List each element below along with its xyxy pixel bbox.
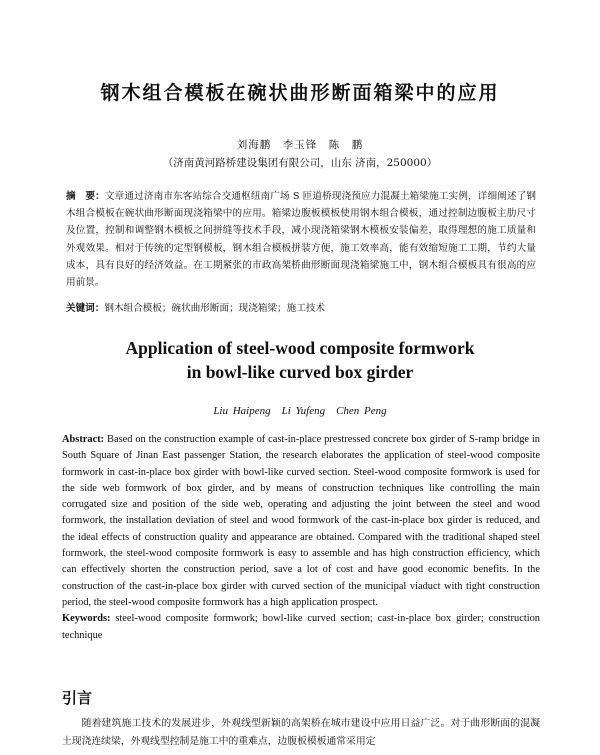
chinese-title: 钢木组合模板在碗状曲形断面箱梁中的应用 [100, 82, 500, 104]
section-heading-introduction: 引言 [62, 689, 93, 707]
chinese-affiliation: （济南黄河路桥建设集团有限公司，山东 济南，250000） [162, 157, 438, 169]
chinese-abstract [66, 188, 536, 291]
chinese-abstract-label: 摘 要： [66, 191, 105, 202]
english-abstract-paragraph [62, 432, 540, 611]
english-authors: Liu Haipeng Li Yufeng Chen Peng [213, 405, 387, 417]
chinese-keywords [66, 300, 536, 317]
english-keywords [62, 611, 540, 644]
english-title-line-1: Application of steel-wood composite formwork [125, 338, 475, 358]
chinese-keywords-text: 钢木组合模板；碗状曲形断面；现浇箱梁；施工技术 [104, 303, 326, 314]
chinese-authors: 刘海鹏 李玉锋 陈 鹏 [236, 139, 364, 151]
english-abstract-label: Abstract: [62, 434, 105, 445]
english-keywords-label: Keywords: [62, 613, 111, 625]
english-abstract [62, 432, 540, 644]
english-title-line-2: in bowl-like curved box girder [186, 362, 414, 382]
english-keywords-text: steel-wood composite formwork; bowl-like curved section; cast-in-place box girder; construction technique [62, 613, 540, 641]
english-abstract-text: Based on the construction example of cast-in-place prestressed concrete box girder of S-ramp bridge in South Square of Jinan East passenger Station, the research elaborates the application of steel-wood composite formwork in cast-in-place box girder with bowl-like curved section. Steel-wood composite formwork is used for the side web formwork of box girder, and by means of construction techniques like controlling the main corrugated size and position of the side web, operating and adjusting the joint between the steel and wood formwork, the installation deviation of steel and wood formwork of the cast-in-place box girder is reduced, and the ideal effects of construction quality and appearance are obtained. Compared with the traditional shaped steel formwork, the steel-wood composite formwork is easy to assemble and has high construction efficiency, which can effectively shorten the construction period, save a lot of cost and have good economic benefits. In the construction of the cast-in-place box girder with curved section of the municipal viaduct with tight construction period, the steel-wood composite formwork has a high application prospect. [62, 434, 540, 608]
chinese-abstract-text: 文章通过济南市东客站综合交通枢纽南广场 S 匝道桥现浇预应力混凝土箱梁施工实例，详细阐述了钢木组合模板在碗状曲形断面现浇箱梁中的应用。箱梁边腹板模板使用钢木组合模板，通过控制边腹板主肋尺寸及位置，控制和调整钢木模板之间拼缝等技术手段，减小现浇箱梁钢木模板安装偏差，取得理想的施工质量和外观效果。相对于传统的定型钢模板，钢木组合模板拼装方便，施工效率高，能有效缩短施工工期，节约大量成本，具有良好的经济效益。在工期紧张的市政高架桥曲形断面现浇箱梁施工中，钢木组合模板具有很高的应用前景。 [66, 191, 537, 289]
introduction-paragraph: 随着建筑施工技术的发展进步，外观线型新颖的高架桥在城市建设中应用日益广泛。对于曲形断面的混凝土现浇连续梁，外观线型控制是施工中的重难点，边腹板模板通常采用定 [62, 718, 540, 747]
chinese-keywords-label: 关键词： [66, 303, 105, 314]
english-title [0, 336, 600, 384]
